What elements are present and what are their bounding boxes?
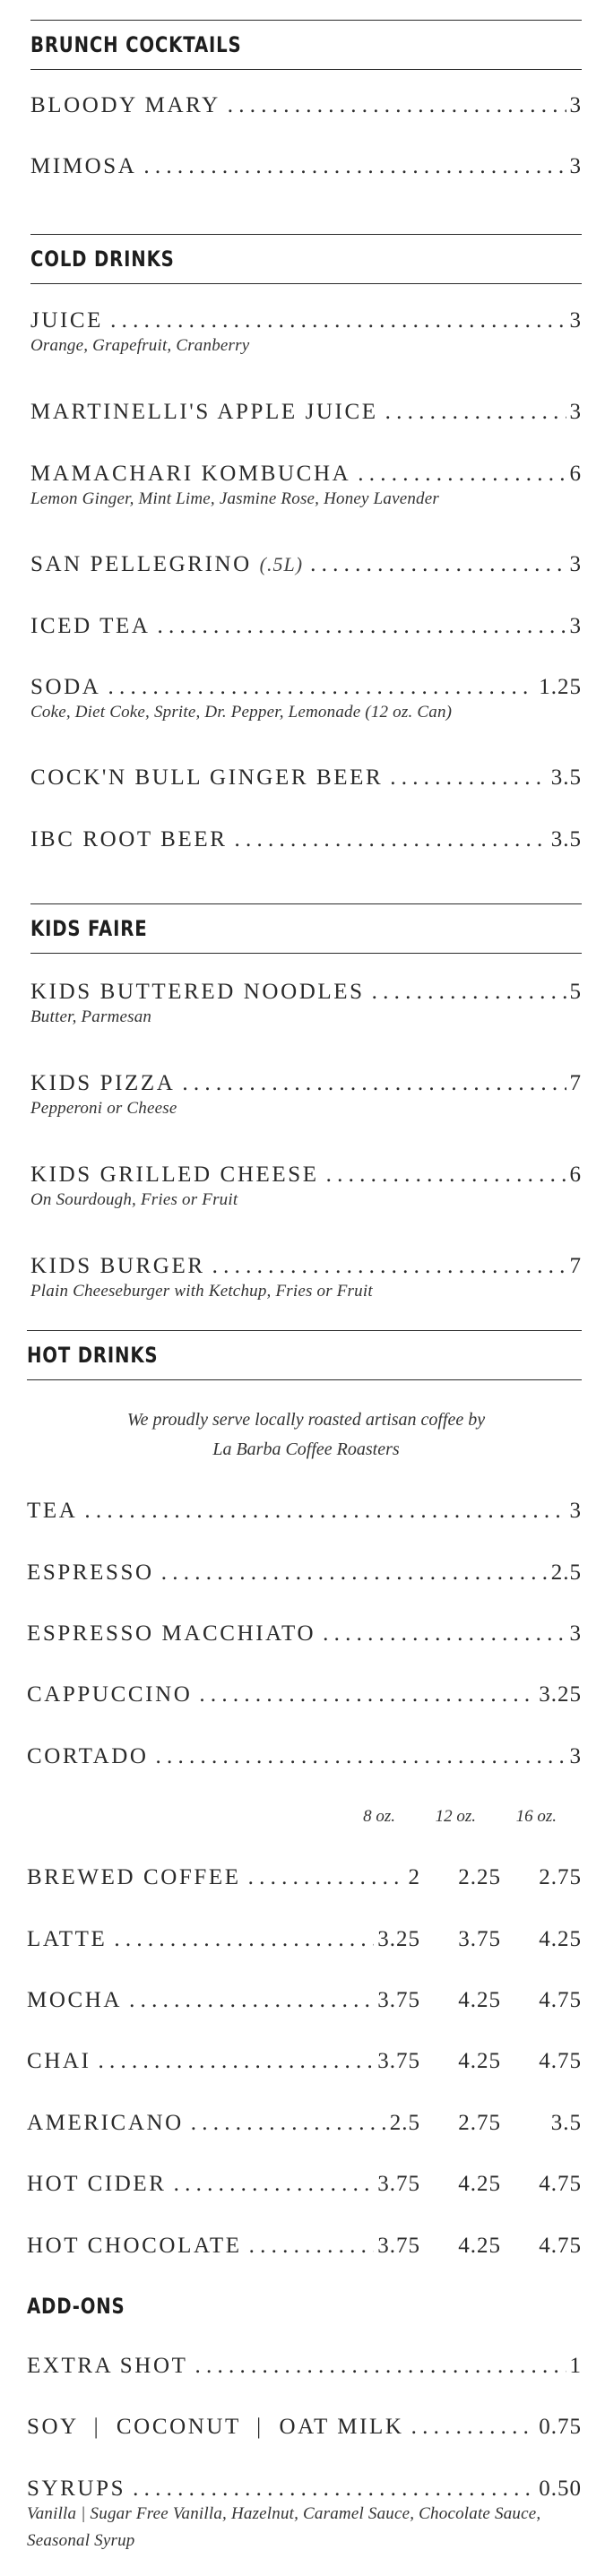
price-8oz: 2.5 <box>389 2111 420 2135</box>
item-name: EXTRA SHOT <box>27 2354 188 2378</box>
menu-item-brewed-coffee <box>27 1864 582 1891</box>
menu-item-latte <box>27 1926 582 1953</box>
dot-leader <box>191 2110 386 2137</box>
size-column-headers <box>30 1807 582 1834</box>
menu-item-kids-grilled-cheese <box>30 1162 582 1214</box>
item-description: Orange, Grapefruit, Cranberry <box>30 336 250 355</box>
item-name: KIDS BUTTERED NOODLES <box>30 980 365 1004</box>
item-name: MIMOSA <box>30 154 137 178</box>
item-name: KIDS PIZZA <box>30 1071 176 1095</box>
price-12oz: 4.25 <box>458 2234 501 2258</box>
menu-item-cappuccino <box>27 1681 582 1708</box>
dot-leader <box>129 1987 374 2014</box>
item-name: ESPRESSO <box>27 1560 154 1585</box>
menu-item-hot-cider <box>27 2171 582 2198</box>
price-16oz: 4.75 <box>539 2234 582 2258</box>
item-price: 3 <box>569 93 582 117</box>
item-name: SYRUPS <box>27 2477 126 2501</box>
item-price: 3.5 <box>550 765 582 790</box>
menu-item-hot-chocolate <box>27 2233 582 2260</box>
dot-leader <box>133 2476 535 2503</box>
item-price: 3.5 <box>550 827 582 851</box>
price-16oz: 4.75 <box>539 2172 582 2196</box>
dot-leader <box>182 1070 566 1097</box>
dot-leader <box>143 153 566 180</box>
dot-leader <box>110 307 566 334</box>
item-name: MARTINELLI'S APPLE JUICE <box>30 400 378 424</box>
dot-leader <box>326 1162 566 1189</box>
item-price: 6 <box>569 1163 582 1187</box>
item-price: 7 <box>569 1071 582 1095</box>
section-title: BRUNCH COCKTAILS <box>30 32 242 57</box>
item-price: 3 <box>569 400 582 424</box>
item-name: SOY | COCONUT | OAT MILK <box>27 2415 404 2439</box>
item-name: HOT CHOCOLATE <box>27 2234 242 2258</box>
item-name: JUICE <box>30 308 104 333</box>
dot-leader <box>199 1681 535 1708</box>
item-price: 3 <box>569 1744 582 1768</box>
dot-leader <box>310 551 566 578</box>
item-price: 1 <box>569 2354 582 2378</box>
item-name: CHAI <box>27 2049 91 2073</box>
price-8oz: 3.75 <box>377 2234 420 2258</box>
dot-leader <box>358 461 566 488</box>
item-price: 3.25 <box>539 1682 582 1707</box>
dot-leader <box>158 613 566 640</box>
item-name: COCK'N BULL GINGER BEER <box>30 765 384 790</box>
dot-leader <box>228 92 566 119</box>
item-name: CORTADO <box>27 1744 149 1768</box>
dot-leader <box>212 1253 566 1280</box>
tagline-line-2: La Barba Coffee Roasters <box>212 1439 400 1459</box>
price-16oz: 2.75 <box>539 1865 582 1889</box>
menu-item-chai <box>27 2048 582 2075</box>
dot-leader <box>248 1864 405 1891</box>
item-price: 0.75 <box>539 2415 582 2439</box>
dot-leader <box>323 1621 566 1647</box>
dot-leader <box>156 1743 566 1770</box>
menu-item-bloody-mary <box>30 92 582 119</box>
price-8oz: 3.75 <box>377 2172 420 2196</box>
item-price: 1.25 <box>539 675 582 699</box>
menu-item-iced-tea <box>30 613 582 640</box>
price-16oz: 4.25 <box>539 1927 582 1951</box>
menu-item-kids-noodles <box>30 979 582 1031</box>
price-8oz: 2 <box>408 1865 420 1889</box>
price-12oz: 4.25 <box>458 1988 501 2012</box>
dot-leader <box>234 826 547 853</box>
item-price: 2.5 <box>550 1560 582 1585</box>
menu-item-mocha <box>27 1987 582 2014</box>
price-12oz: 4.25 <box>458 2049 501 2073</box>
price-8oz: 3.75 <box>377 2049 420 2073</box>
dot-leader <box>161 1560 548 1586</box>
item-price: 3 <box>569 1499 582 1523</box>
size-header-8oz: 8 oz. <box>363 1807 395 1826</box>
item-name: BREWED COFFEE <box>27 1865 241 1889</box>
price-16oz: 4.75 <box>539 1988 582 2012</box>
item-note: (.5L) <box>259 553 304 575</box>
dot-leader <box>249 2233 375 2260</box>
dot-leader <box>390 765 548 791</box>
price-12oz: 2.75 <box>458 2111 501 2135</box>
price-8oz: 3.75 <box>377 1988 420 2012</box>
item-name: LATTE <box>27 1927 108 1951</box>
menu-item-root-beer <box>30 826 582 853</box>
dot-leader <box>84 1498 566 1525</box>
dot-leader <box>99 2048 375 2075</box>
item-name: CAPPUCCINO <box>27 1682 193 1707</box>
menu-item-san-pellegrino <box>30 551 582 578</box>
item-price: 3 <box>569 1621 582 1646</box>
item-description: On Sourdough, Fries or Fruit <box>30 1190 238 1209</box>
menu-item-juice <box>30 307 582 359</box>
dot-leader <box>385 399 566 426</box>
menu-item-espresso-macchiato <box>27 1621 582 1647</box>
item-name: AMERICANO <box>27 2111 184 2135</box>
price-16oz: 3.5 <box>550 2111 582 2135</box>
item-price: 3 <box>569 552 582 576</box>
dot-leader <box>372 979 566 1006</box>
item-name: IBC ROOT BEER <box>30 827 228 851</box>
item-name: KIDS GRILLED CHEESE <box>30 1163 319 1187</box>
item-name: SAN PELLEGRINO (.5L) <box>30 552 304 576</box>
menu-item-kids-burger <box>30 1253 582 1305</box>
item-price: 7 <box>569 1254 582 1278</box>
item-name: SODA <box>30 675 101 699</box>
tagline-line-1: We proudly serve locally roasted artisan coffee by <box>126 1410 486 1430</box>
item-name: MOCHA <box>27 1988 123 2012</box>
menu-item-kids-pizza <box>30 1070 582 1122</box>
section-title: COLD DRINKS <box>30 246 175 272</box>
size-header-16oz: 16 oz. <box>515 1807 557 1826</box>
menu-item-soda <box>30 674 582 726</box>
item-name: MAMACHARI KOMBUCHA <box>30 462 351 486</box>
item-name: KIDS BURGER <box>30 1254 205 1278</box>
section-title: KIDS FAIRE <box>30 916 148 941</box>
item-name: ESPRESSO MACCHIATO <box>27 1621 316 1646</box>
item-price: 5 <box>569 980 582 1004</box>
item-description: Lemon Ginger, Mint Lime, Jasmine Rose, Honey Lavender <box>30 489 439 508</box>
item-name: HOT CIDER <box>27 2172 167 2196</box>
price-8oz: 3.25 <box>377 1927 420 1951</box>
item-description: Vanilla | Sugar Free Vanilla, Hazelnut, Caramel Sauce, Chocolate Sauce, Seasonal Syrup <box>27 2504 541 2550</box>
item-price: 6 <box>569 462 582 486</box>
menu-item-alt-milk <box>27 2414 582 2441</box>
item-price: 3 <box>569 308 582 333</box>
dot-leader <box>194 2353 566 2380</box>
item-name: TEA <box>27 1499 78 1523</box>
menu-item-ginger-beer <box>30 765 582 791</box>
item-description: Pepperoni or Cheese <box>30 1099 177 1118</box>
dot-leader <box>411 2414 536 2441</box>
item-price: 0.50 <box>539 2477 582 2501</box>
dot-leader <box>114 1926 374 1953</box>
item-description: Coke, Diet Coke, Sprite, Dr. Pepper, Lemonade (12 oz. Can) <box>30 703 453 722</box>
size-header-12oz: 12 oz. <box>435 1807 476 1826</box>
menu-item-espresso <box>27 1560 582 1586</box>
section-title: ADD-ONS <box>27 2294 125 2319</box>
menu-item-americano <box>27 2110 582 2137</box>
section-header-add-ons <box>27 2282 582 2332</box>
item-name: BLOODY MARY <box>30 93 220 117</box>
dot-leader <box>174 2171 375 2198</box>
menu-item-cortado <box>27 1743 582 1770</box>
price-12oz: 3.75 <box>458 1927 501 1951</box>
section-title: HOT DRINKS <box>27 1343 159 1368</box>
price-12oz: 4.25 <box>458 2172 501 2196</box>
price-16oz: 4.75 <box>539 2049 582 2073</box>
menu-item-kombucha <box>30 461 582 513</box>
menu-item-martinellis <box>30 399 582 426</box>
dot-leader <box>108 674 535 701</box>
section-header-cold-drinks <box>30 234 582 284</box>
item-name: ICED TEA <box>30 614 151 638</box>
section-header-kids-faire <box>30 903 582 954</box>
item-price: 3 <box>569 614 582 638</box>
menu-item-syrups <box>27 2476 582 2554</box>
item-description: Butter, Parmesan <box>30 1007 152 1026</box>
menu-item-extra-shot <box>27 2353 582 2380</box>
price-12oz: 2.25 <box>458 1865 501 1889</box>
section-header-brunch-cocktails <box>30 20 582 70</box>
menu-item-tea <box>27 1498 582 1525</box>
item-price: 3 <box>569 154 582 178</box>
coffee-tagline <box>30 1405 582 1465</box>
item-description: Plain Cheeseburger with Ketchup, Fries or Fruit <box>30 1282 373 1301</box>
section-header-hot-drinks <box>27 1330 582 1380</box>
menu-item-mimosa <box>30 153 582 180</box>
